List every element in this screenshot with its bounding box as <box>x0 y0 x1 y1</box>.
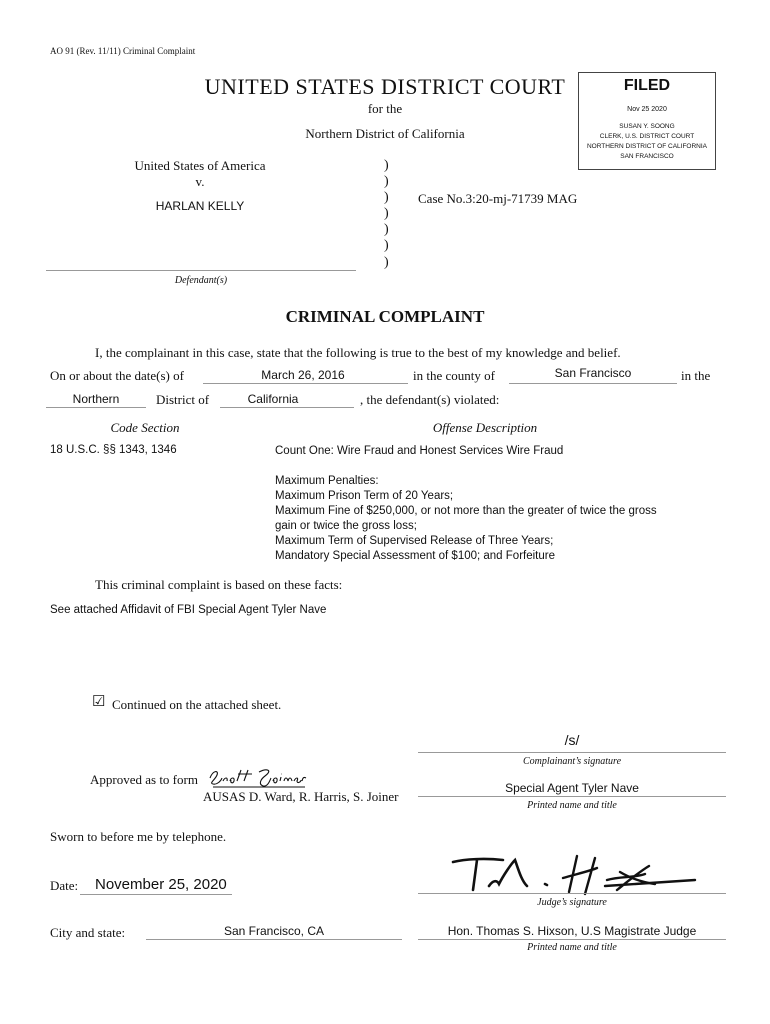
date-prefix: On or about the date(s) of <box>50 368 184 383</box>
caption-paren: ) <box>384 158 389 173</box>
clerk-court: CLERK, U.S. DISTRICT COURT <box>599 133 695 140</box>
sworn-text: Sworn to before me by telephone. <box>50 829 227 844</box>
defendant-name: HARLAN KELLY <box>155 199 245 213</box>
offense-description-header: Offense Description <box>432 420 538 435</box>
offense-date: March 26, 2016 <box>261 368 345 382</box>
form-id: AO 91 (Rev. 11/11) Criminal Complaint <box>50 46 196 56</box>
judge-signature <box>445 850 705 898</box>
code-section-header: Code Section <box>110 420 180 435</box>
approval-label: Approved as to form <box>90 772 198 787</box>
judge-signature-label: Judge’s signature <box>537 897 607 908</box>
county-name: San Francisco <box>554 366 632 380</box>
clerk-district: NORTHERN DISTRICT OF CALIFORNIA <box>586 143 708 150</box>
state-field: California <box>247 392 299 406</box>
offense-line: Maximum Term of Supervised Release of Three Years; <box>275 535 554 547</box>
in-the-text: in the <box>681 368 711 383</box>
offense-line: Mandatory Special Assessment of $100; and Forfeiture <box>275 550 555 562</box>
complainant-signature-label: Complainant’s signature <box>522 756 622 767</box>
filed-date: Nov 25 2020 <box>627 106 667 113</box>
judge-signature-graphic <box>445 850 705 898</box>
state-field-line <box>220 407 354 408</box>
judge-name-label: Printed name and title <box>527 942 617 953</box>
judge-name-line <box>418 939 726 940</box>
city-line <box>146 939 402 940</box>
plaintiff-name: United States of America <box>134 158 266 173</box>
district-name: Northern District of California <box>305 126 465 141</box>
facts-text: See attached Affidavit of FBI Special Agent Tyler Nave <box>50 604 327 616</box>
judge-signature-line <box>418 893 726 894</box>
for-the: for the <box>367 101 403 116</box>
city-value: San Francisco, CA <box>223 924 325 938</box>
county-field-line <box>509 383 677 384</box>
caption-divider <box>46 270 356 271</box>
offense-line: Maximum Prison Term of 20 Years; <box>275 490 454 502</box>
caption-paren: ) <box>384 222 389 237</box>
complainant-name-label: Printed name and title <box>527 800 617 811</box>
county-text: in the county of <box>413 368 495 383</box>
filed-label: FILED <box>623 77 671 94</box>
complainant-name: Special Agent Tyler Nave <box>505 781 639 795</box>
case-number: Case No.3:20-mj-71739 MAG <box>418 191 578 206</box>
violated-text: , the defendant(s) violated: <box>360 392 500 407</box>
offense-line: Maximum Fine of $250,000, or not more than the greater of twice the gross <box>275 505 657 517</box>
caption-paren: ) <box>384 238 389 253</box>
district-field-line <box>46 407 146 408</box>
facts-intro: This criminal complaint is based on these facts: <box>95 577 343 592</box>
offense-line: Maximum Penalties: <box>275 475 379 487</box>
complainant-name-line <box>418 796 726 797</box>
offense-description <box>275 444 715 564</box>
complaint-heading: CRIMINAL COMPLAINT <box>285 307 485 326</box>
statement-text: I, the complainant in this case, state that the following is true to the best of my knowledge and belief. <box>95 345 621 360</box>
caption-paren: ) <box>384 174 389 189</box>
judge-name: Hon. Thomas S. Hixson, U.S Magistrate Judge <box>447 924 697 938</box>
continued-checkbox[interactable]: ☑ <box>92 694 106 710</box>
code-section: 18 U.S.C. §§ 1343, 1346 <box>50 444 177 456</box>
approval-signature <box>207 764 307 790</box>
approval-signature-graphic <box>207 764 307 790</box>
complainant-signature: /s/ <box>564 732 580 748</box>
continued-label: Continued on the attached sheet. <box>112 697 282 712</box>
caption-paren: ) <box>384 206 389 221</box>
caption-paren: ) <box>384 190 389 205</box>
court-title: UNITED STATES DISTRICT COURT <box>204 74 566 99</box>
filed-stamp <box>578 72 716 170</box>
date-line <box>80 894 232 895</box>
defendant-label: Defendant(s) <box>174 275 228 286</box>
date-label: Date: <box>50 878 79 893</box>
caption-paren: ) <box>384 255 389 270</box>
complainant-signature-line <box>418 752 726 753</box>
district-of-text: District of <box>156 392 210 407</box>
date-value: November 25, 2020 <box>95 876 227 893</box>
date-field-line <box>203 383 408 384</box>
offense-line <box>275 459 715 474</box>
versus: v. <box>195 174 205 189</box>
clerk-city: SAN FRANCISCO <box>620 153 674 160</box>
approval-names: AUSAS D. Ward, R. Harris, S. Joiner <box>203 789 399 804</box>
district-field: Northern <box>72 392 120 406</box>
offense-line: Count One: Wire Fraud and Honest Services Wire Fraud <box>275 445 564 457</box>
offense-line: gain or twice the gross loss; <box>275 520 417 532</box>
city-label: City and state: <box>50 925 126 940</box>
clerk-name: SUSAN Y. SOONG <box>619 123 675 130</box>
